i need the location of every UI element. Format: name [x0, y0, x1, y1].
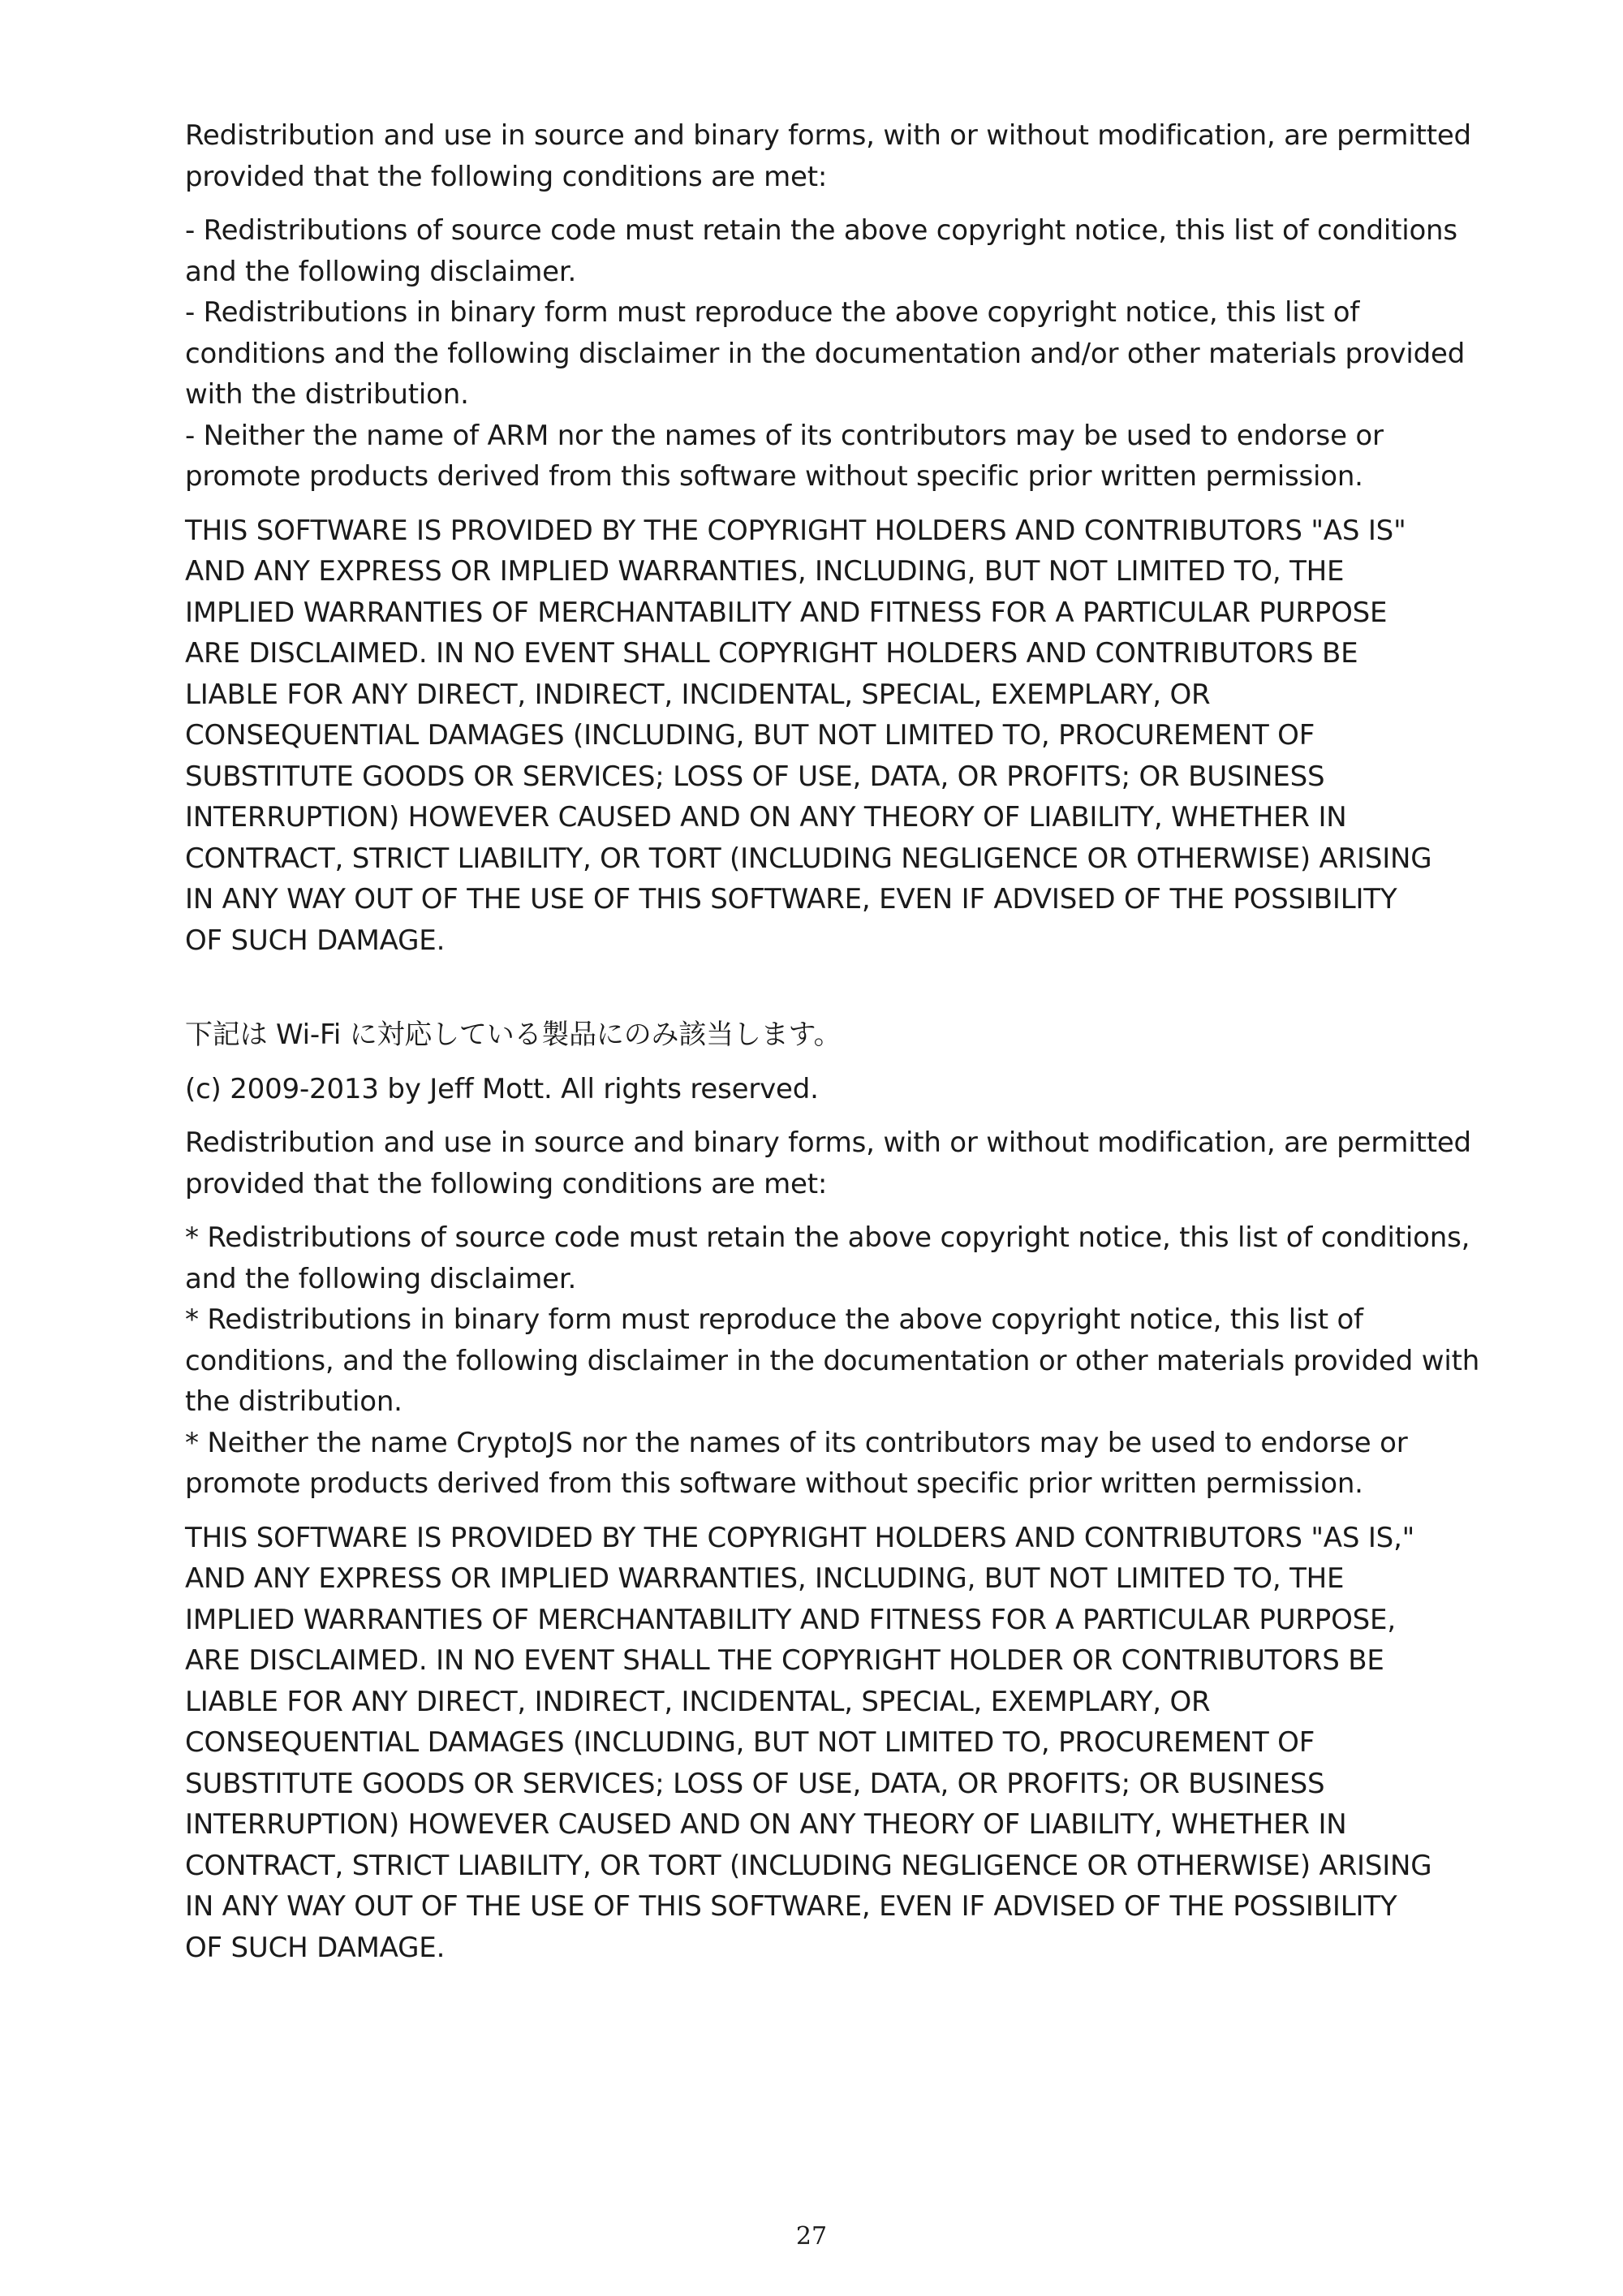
text-line: Redistribution and use in source and binary forms, with or without modification, are permitted [185, 1126, 1471, 1159]
text-line: and the following disclaimer. [185, 1262, 577, 1295]
text-line: * Redistributions of source code must retain the above copyright notice, this list of conditions, [185, 1221, 1470, 1254]
text-line: CONSEQUENTIAL DAMAGES (INCLUDING, BUT NOT LIMITED TO, PROCUREMENT OF [185, 719, 1315, 752]
text-line: CONTRACT, STRICT LIABILITY, OR TORT (INCLUDING NEGLIGENCE OR OTHERWISE) ARISING [185, 1849, 1432, 1882]
text-line: conditions and the following disclaimer in the documentation and/or other materials provided [185, 337, 1466, 370]
text-line: THIS SOFTWARE IS PROVIDED BY THE COPYRIGHT HOLDERS AND CONTRIBUTORS "AS IS," [185, 1521, 1415, 1554]
text-line: provided that the following conditions are met: [185, 160, 828, 193]
section-spacer [185, 974, 1483, 1014]
text-line: OF SUCH DAMAGE. [185, 1931, 446, 1964]
text-line: IMPLIED WARRANTIES OF MERCHANTABILITY AND FITNESS FOR A PARTICULAR PURPOSE [185, 596, 1388, 629]
text-line: - Redistributions of source code must retain the above copyright notice, this list of conditions [185, 214, 1457, 247]
text-line: SUBSTITUTE GOODS OR SERVICES; LOSS OF USE, DATA, OR PROFITS; OR BUSINESS [185, 760, 1325, 793]
text-line: THIS SOFTWARE IS PROVIDED BY THE COPYRIGHT HOLDERS AND CONTRIBUTORS "AS IS" [185, 514, 1406, 547]
redistribution-intro-1 [185, 115, 1483, 197]
text-line: with the distribution. [185, 378, 469, 411]
text-line: promote products derived from this software without specific prior written permission. [185, 1467, 1363, 1500]
text-line: IMPLIED WARRANTIES OF MERCHANTABILITY AND FITNESS FOR A PARTICULAR PURPOSE, [185, 1603, 1396, 1636]
text-line: INTERRUPTION) HOWEVER CAUSED AND ON ANY THEORY OF LIABILITY, WHETHER IN [185, 801, 1347, 834]
text-line: SUBSTITUTE GOODS OR SERVICES; LOSS OF USE, DATA, OR PROFITS; OR BUSINESS [185, 1767, 1325, 1800]
text-line: ARE DISCLAIMED. IN NO EVENT SHALL COPYRIGHT HOLDERS AND CONTRIBUTORS BE [185, 637, 1358, 670]
text-line: conditions, and the following disclaimer in the documentation or other materials provided with [185, 1344, 1480, 1377]
redistribution-intro-2 [185, 1122, 1483, 1204]
text-line: promote products derived from this software without specific prior written permission. [185, 460, 1363, 493]
conditions-list-1 [185, 210, 1483, 498]
text-line: LIABLE FOR ANY DIRECT, INDIRECT, INCIDENTAL, SPECIAL, EXEMPLARY, OR [185, 1685, 1211, 1718]
text-line: Redistribution and use in source and binary forms, with or without modification, are permitted [185, 119, 1471, 152]
page-number: 27 [795, 2222, 828, 2251]
text-line: AND ANY EXPRESS OR IMPLIED WARRANTIES, INCLUDING, BUT NOT LIMITED TO, THE [185, 555, 1345, 588]
text-line: * Redistributions in binary form must reproduce the above copyright notice, this list of [185, 1303, 1363, 1336]
text-line: and the following disclaimer. [185, 255, 577, 288]
disclaimer-1 [185, 510, 1483, 962]
text-line: * Neither the name CryptoJS nor the names of its contributors may be used to endorse or [185, 1426, 1408, 1459]
text-line: provided that the following conditions are met: [185, 1167, 828, 1200]
text-line: 下記は Wi-Fi に対応している製品にのみ該当します。 [185, 1019, 842, 1051]
text-line: IN ANY WAY OUT OF THE USE OF THIS SOFTWARE, EVEN IF ADVISED OF THE POSSIBILITY [185, 883, 1397, 915]
text-line: LIABLE FOR ANY DIRECT, INDIRECT, INCIDENTAL, SPECIAL, EXEMPLARY, OR [185, 678, 1211, 711]
text-line: OF SUCH DAMAGE. [185, 924, 446, 957]
disclaimer-2 [185, 1518, 1483, 1969]
text-line: the distribution. [185, 1385, 403, 1418]
copyright-notice [185, 1069, 1483, 1110]
text-line: IN ANY WAY OUT OF THE USE OF THIS SOFTWARE, EVEN IF ADVISED OF THE POSSIBILITY [185, 1890, 1397, 1923]
applicability-note [185, 1014, 1483, 1056]
text-line: CONSEQUENTIAL DAMAGES (INCLUDING, BUT NOT LIMITED TO, PROCUREMENT OF [185, 1726, 1315, 1759]
text-line: - Redistributions in binary form must reproduce the above copyright notice, this list of [185, 296, 1360, 329]
text-line: - Neither the name of ARM nor the names of its contributors may be used to endorse or [185, 419, 1384, 452]
conditions-list-2 [185, 1217, 1483, 1505]
text-line: AND ANY EXPRESS OR IMPLIED WARRANTIES, INCLUDING, BUT NOT LIMITED TO, THE [185, 1562, 1345, 1595]
text-line: INTERRUPTION) HOWEVER CAUSED AND ON ANY THEORY OF LIABILITY, WHETHER IN [185, 1808, 1347, 1841]
text-line: ARE DISCLAIMED. IN NO EVENT SHALL THE COPYRIGHT HOLDER OR CONTRIBUTORS BE [185, 1644, 1384, 1677]
text-line: (c) 2009-2013 by Jeff Mott. All rights reserved. [185, 1072, 819, 1105]
document-page [185, 115, 1483, 1981]
text-line: CONTRACT, STRICT LIABILITY, OR TORT (INCLUDING NEGLIGENCE OR OTHERWISE) ARISING [185, 842, 1432, 875]
